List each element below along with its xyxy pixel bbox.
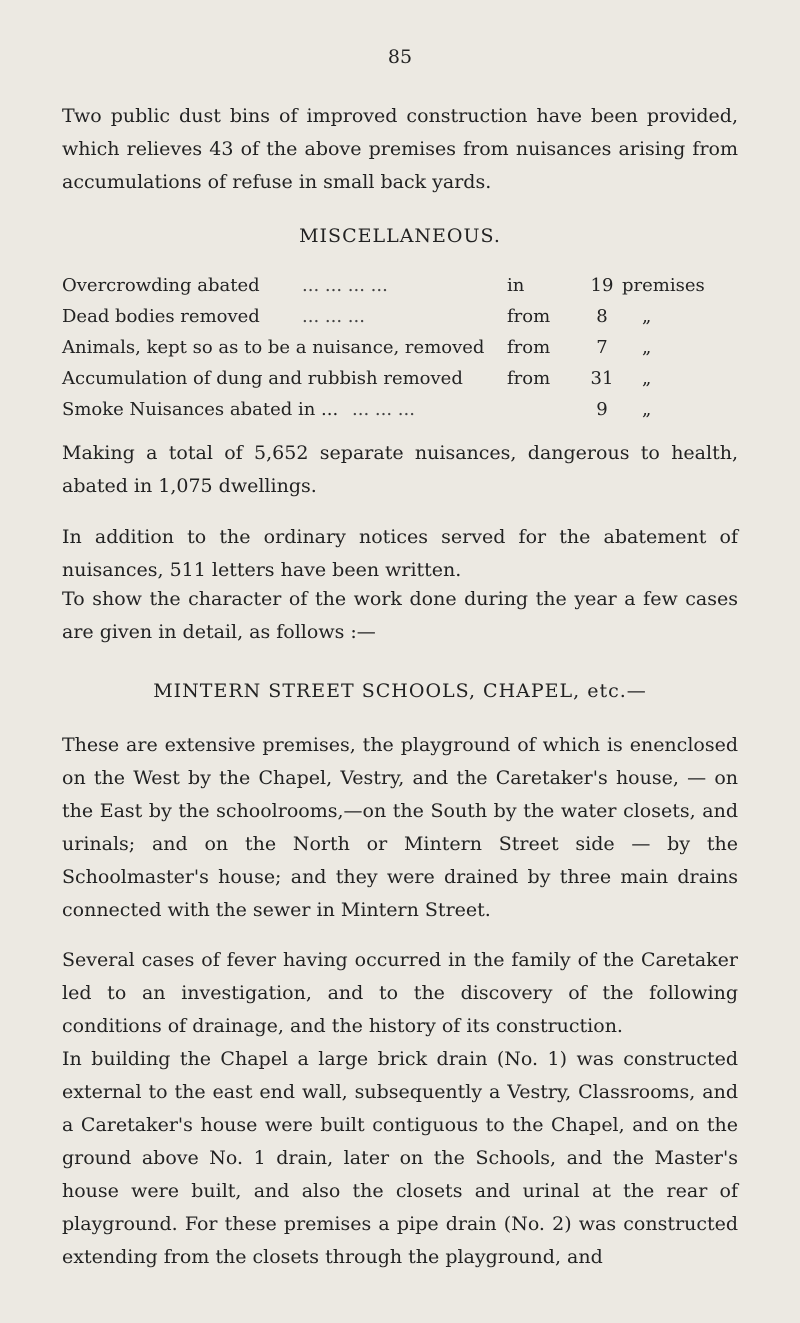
row-unit: „ bbox=[642, 306, 652, 327]
letters-paragraph: In addition to the ordinary notices served for the abatement of nuisances, 511 letters have been written. bbox=[62, 526, 738, 581]
fever-paragraph: Several cases of fever having occurred in the family of the Caretaker led to an investigation, and to the discovery of the following conditions of drainage, and the history of its construction. bbox=[62, 949, 738, 1037]
row-leader: ... ... ... bbox=[302, 306, 365, 327]
row-preposition: from bbox=[507, 306, 551, 327]
row-preposition: in bbox=[507, 275, 525, 296]
total-paragraph: Making a total of 5,652 separate nuisances, dangerous to health, abated in 1,075 dwellings. bbox=[62, 442, 738, 497]
row-preposition: from bbox=[507, 337, 551, 358]
row-count: 31 bbox=[590, 368, 614, 389]
row-label: Animals, kept so as to be a nuisance, removed bbox=[62, 337, 485, 358]
row-label: Smoke Nuisances abated in ... bbox=[62, 399, 339, 420]
table-row bbox=[62, 368, 738, 399]
row-count: 19 bbox=[590, 275, 614, 296]
row-unit: „ bbox=[642, 337, 652, 358]
row-unit: „ bbox=[642, 399, 652, 420]
table-row bbox=[62, 399, 738, 430]
row-label: Dead bodies removed bbox=[62, 306, 260, 327]
schools-heading: MINTERN STREET SCHOOLS, CHAPEL, etc.— bbox=[153, 680, 647, 702]
row-leader: ... ... ... bbox=[352, 399, 415, 420]
chapel-paragraph: In building the Chapel a large brick drain (No. 1) was constructed external to the east end wall, subsequently a Vestry, Classrooms, and a Caretaker's house were built contiguous to the Chapel, and on the ground above No. 1 drain, later on the Schools, and the Master's house were built, and also the closets and urinal at the rear of playground. For these premises a pipe drain (No. 2) was constructed extending from the closets through the playground, and bbox=[62, 1048, 738, 1268]
miscellaneous-table bbox=[62, 275, 738, 430]
row-count: 9 bbox=[596, 399, 608, 420]
miscellaneous-heading: MISCELLANEOUS. bbox=[299, 225, 501, 247]
table-row bbox=[62, 337, 738, 368]
row-preposition: from bbox=[507, 368, 551, 389]
row-leader: ... ... ... ... bbox=[302, 275, 388, 296]
page-number: 85 bbox=[387, 46, 413, 68]
cases-paragraph: To show the character of the work done during the year a few cases are given in detail, as follows :— bbox=[62, 588, 738, 643]
row-unit: „ bbox=[642, 368, 652, 389]
table-row bbox=[62, 275, 738, 306]
row-unit: premises bbox=[622, 275, 705, 296]
premises-paragraph: These are extensive premises, the playground of which is enenclosed on the West by the Chapel, Vestry, and the Caretaker's house, — on the East by the schoolrooms,—on the South by the water closets, and urinals; and on the North or Mintern Street side — by the Schoolmaster's house; and they were drained by three main drains connected with the sewer in Mintern Street. bbox=[62, 734, 738, 921]
intro-paragraph: Two public dust bins of improved construction have been provided, which relieves 43 of the above premises from nuisances arising from accumulations of refuse in small back yards. bbox=[62, 105, 738, 193]
row-count: 8 bbox=[596, 306, 608, 327]
row-label: Accumulation of dung and rubbish removed bbox=[62, 368, 463, 389]
row-label: Overcrowding abated bbox=[62, 275, 260, 296]
row-count: 7 bbox=[596, 337, 608, 358]
table-row bbox=[62, 306, 738, 337]
